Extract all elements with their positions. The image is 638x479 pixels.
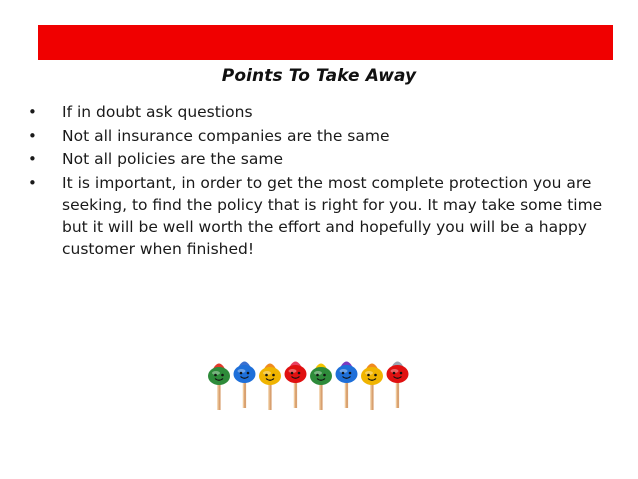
smiley-pencil-toppers-image [205,350,425,410]
bullet-item [28,148,618,170]
bullet-text: If in doubt ask questions [62,103,253,121]
pencil-topper [310,364,332,411]
bullet-list [28,101,618,261]
bullet-dot: • [28,173,37,192]
bullet-item [28,172,618,260]
bullet-dot: • [28,150,37,168]
slide-title: Points To Take Away [221,66,417,86]
pencil-topper [361,364,383,411]
bullet-text: It is important, in order to get the most complete protection you are seeking, to find the policy that is right for you. It may take some time but it will be well worth the effort and hopefully you will be a happy customer when finished! [62,173,603,258]
pencil-topper [208,364,230,411]
header-bar [38,25,613,60]
pencil-topper [285,362,307,409]
bullet-dot: • [28,103,37,121]
bullet-item [28,125,618,147]
pencil-topper [387,362,409,409]
pencil-topper [336,362,358,409]
bullet-item [28,101,618,123]
pencil-topper [259,364,281,411]
bullet-text: Not all insurance companies are the same [62,126,390,145]
bullet-dot: • [28,126,37,145]
pencil-topper [234,362,256,409]
bullet-text: Not all policies are the same [62,150,283,168]
